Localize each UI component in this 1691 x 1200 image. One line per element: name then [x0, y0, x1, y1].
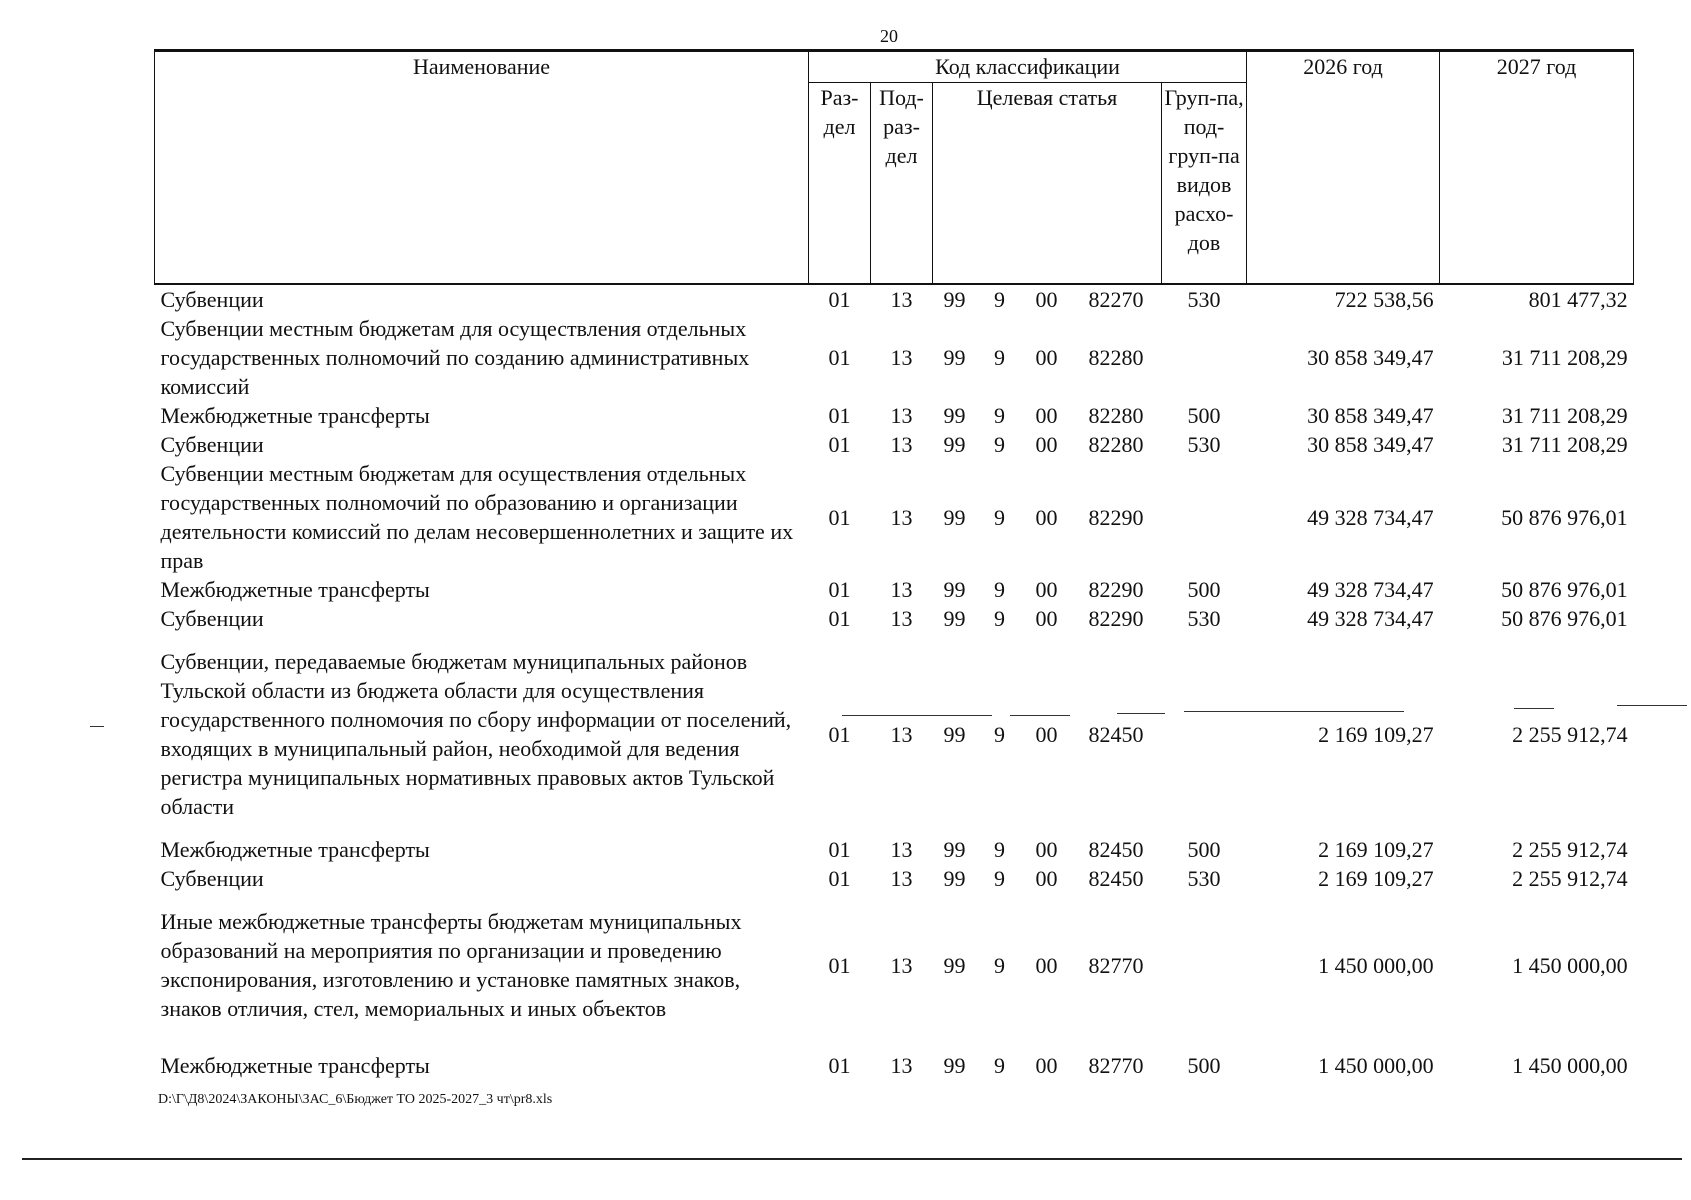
row-subsection: 13 — [890, 504, 913, 530]
row-target-article-program: 99 — [943, 1053, 966, 1078]
header-name: Наименование — [155, 51, 809, 285]
row-target-article-program: 99 — [943, 866, 966, 891]
table-row — [155, 633, 1634, 835]
table-row — [155, 604, 1634, 633]
row-amount-2027: 801 477,32 — [1528, 287, 1628, 312]
row-target-article-subprogram: 9 — [994, 837, 1005, 862]
row-target-article-block: 00 — [1035, 504, 1058, 530]
row-section: 01 — [828, 345, 851, 370]
row-amount-2026: 2 169 109,27 — [1318, 866, 1434, 891]
row-target-article-block: 00 — [1035, 952, 1058, 978]
row-amount-2027: 50 876 976,01 — [1501, 577, 1628, 602]
row-target-article-subprogram: 9 — [994, 866, 1005, 891]
row-target-article-block: 00 — [1035, 866, 1058, 891]
row-target-article-direction: 82290 — [1088, 504, 1144, 530]
header-year-2027: 2027 год — [1440, 51, 1634, 285]
row-expense-group: 500 — [1187, 1053, 1221, 1078]
row-section: 01 — [828, 403, 851, 428]
scan-mark — [1117, 713, 1165, 714]
row-target-article-block: 00 — [1035, 345, 1058, 370]
row-expense-group: 530 — [1187, 287, 1221, 312]
row-target-article-block: 00 — [1035, 403, 1058, 428]
row-amount-2027: 31 711 208,29 — [1501, 403, 1628, 428]
scan-mark — [1617, 705, 1687, 706]
row-name: Субвенции, передаваемые бюджетам муниципальных районов Тульской области из бюджета области для осуществления государственного полномочия по сбору информации от поселений, входящих в муниципальный район, необходимой для ведения регистра муниципальных нормативных правовых актов Тульской области — [160, 649, 792, 819]
row-target-article-program: 99 — [943, 504, 966, 530]
row-target-article-direction: 82290 — [1088, 606, 1144, 631]
table-row — [155, 1037, 1634, 1094]
budget-table — [154, 49, 1634, 1094]
row-target-article-program: 99 — [943, 721, 966, 747]
row-amount-2027: 2 255 912,74 — [1512, 866, 1628, 891]
header-target-article: Целевая статья — [933, 83, 1162, 285]
row-amount-2026: 722 538,56 — [1334, 287, 1434, 312]
row-subsection: 13 — [890, 606, 913, 631]
row-section: 01 — [828, 1053, 851, 1078]
row-name: Субвенции местным бюджетам для осуществления отдельных государственных полномочий по образованию и организации деятельности комиссий по делам несовершеннолетних и защите их прав — [160, 461, 794, 573]
row-target-article-block: 00 — [1035, 606, 1058, 631]
row-amount-2027: 31 711 208,29 — [1501, 432, 1628, 457]
row-subsection: 13 — [890, 432, 913, 457]
table-row — [155, 864, 1634, 893]
row-amount-2026: 49 328 734,47 — [1307, 504, 1434, 530]
table-row — [155, 401, 1634, 430]
row-section: 01 — [828, 837, 851, 862]
table-row — [155, 430, 1634, 459]
row-target-article-program: 99 — [943, 837, 966, 862]
row-section: 01 — [828, 577, 851, 602]
row-expense-group: 530 — [1187, 866, 1221, 891]
row-target-article-direction: 82770 — [1088, 1053, 1144, 1078]
row-amount-2026: 2 169 109,27 — [1318, 837, 1434, 862]
table-row — [155, 284, 1634, 314]
row-subsection: 13 — [890, 1053, 913, 1078]
row-section: 01 — [828, 287, 851, 312]
row-amount-2026: 30 858 349,47 — [1307, 432, 1434, 457]
row-amount-2027: 1 450 000,00 — [1512, 1053, 1628, 1078]
row-expense-group: 500 — [1187, 577, 1221, 602]
row-target-article-direction: 82450 — [1088, 866, 1144, 891]
row-section: 01 — [828, 866, 851, 891]
row-subsection: 13 — [890, 287, 913, 312]
scan-mark — [1514, 708, 1554, 709]
row-amount-2027: 2 255 912,74 — [1512, 837, 1628, 862]
row-amount-2026: 1 450 000,00 — [1318, 1053, 1434, 1078]
row-target-article-direction: 82280 — [1088, 345, 1144, 370]
row-target-article-direction: 82450 — [1088, 721, 1144, 747]
row-subsection: 13 — [890, 952, 913, 978]
row-target-article-subprogram: 9 — [994, 403, 1005, 428]
row-target-article-direction: 82450 — [1088, 837, 1144, 862]
row-target-article-subprogram: 9 — [994, 432, 1005, 457]
row-section: 01 — [828, 432, 851, 457]
row-expense-group — [1162, 459, 1247, 575]
row-expense-group: 530 — [1187, 432, 1221, 457]
row-name: Межбюджетные трансферты — [160, 577, 430, 602]
scan-mark — [842, 715, 992, 716]
scan-mark — [90, 726, 104, 727]
row-section: 01 — [828, 606, 851, 631]
row-target-article-direction: 82280 — [1088, 432, 1144, 457]
table-row — [155, 575, 1634, 604]
row-expense-group: 500 — [1187, 403, 1221, 428]
row-expense-group — [1162, 633, 1247, 835]
row-target-article-direction: 82290 — [1088, 577, 1144, 602]
row-expense-group — [1162, 314, 1247, 401]
row-name: Иные межбюджетные трансферты бюджетам муниципальных образований на мероприятия по организации и проведению экспонирования, изготовлению и установке памятных знаков, знаков отличия, стел, мемориальных и иных объектов — [160, 909, 742, 1021]
row-amount-2027: 31 711 208,29 — [1501, 345, 1628, 370]
row-name: Межбюджетные трансферты — [160, 837, 430, 862]
row-target-article-block: 00 — [1035, 837, 1058, 862]
row-target-article-subprogram: 9 — [994, 952, 1005, 978]
row-amount-2026: 30 858 349,47 — [1307, 345, 1434, 370]
row-amount-2026: 2 169 109,27 — [1318, 721, 1434, 747]
row-expense-group: 530 — [1187, 606, 1221, 631]
row-amount-2027: 50 876 976,01 — [1501, 504, 1628, 530]
row-target-article-subprogram: 9 — [994, 721, 1005, 747]
row-expense-group: 500 — [1187, 837, 1221, 862]
row-subsection: 13 — [890, 577, 913, 602]
row-target-article-subprogram: 9 — [994, 504, 1005, 530]
row-target-article-direction: 82270 — [1088, 287, 1144, 312]
row-target-article-program: 99 — [943, 287, 966, 312]
row-section: 01 — [828, 721, 851, 747]
header-subsection: Под-раз-дел — [871, 83, 933, 285]
row-subsection: 13 — [890, 403, 913, 428]
row-expense-group — [1162, 893, 1247, 1037]
row-section: 01 — [828, 952, 851, 978]
row-subsection: 13 — [890, 721, 913, 747]
bottom-rule — [22, 1158, 1682, 1160]
table-row — [155, 835, 1634, 864]
table-body — [155, 284, 1634, 1094]
row-target-article-block: 00 — [1035, 577, 1058, 602]
table-header — [155, 51, 1634, 285]
table-row — [155, 459, 1634, 575]
row-target-article-program: 99 — [943, 577, 966, 602]
header-expense-group: Груп-па, под-груп-па видов расхо-дов — [1162, 83, 1247, 285]
row-target-article-direction: 82770 — [1088, 952, 1144, 978]
row-target-article-block: 00 — [1035, 721, 1058, 747]
row-subsection: 13 — [890, 837, 913, 862]
row-amount-2026: 49 328 734,47 — [1307, 606, 1434, 631]
row-name: Субвенции — [160, 866, 264, 891]
header-section: Раз-дел — [809, 83, 871, 285]
row-name: Субвенции — [160, 287, 264, 312]
row-target-article-direction: 82280 — [1088, 403, 1144, 428]
row-name: Межбюджетные трансферты — [160, 403, 430, 428]
row-name: Субвенции местным бюджетам для осуществления отдельных государственных полномочий по созданию административных комиссий — [160, 316, 750, 399]
row-amount-2026: 1 450 000,00 — [1318, 952, 1434, 978]
row-amount-2026: 49 328 734,47 — [1307, 577, 1434, 602]
row-target-article-subprogram: 9 — [994, 345, 1005, 370]
row-target-article-subprogram: 9 — [994, 577, 1005, 602]
row-subsection: 13 — [890, 866, 913, 891]
footer-file-path: D:\Г\Д8\2024\ЗАКОНЫ\ЗАС_6\Бюджет ТО 2025-2027_3 чт\pr8.xls — [158, 1092, 553, 1107]
scan-mark — [770, 717, 782, 718]
row-subsection: 13 — [890, 345, 913, 370]
row-name: Субвенции — [160, 432, 264, 457]
row-target-article-subprogram: 9 — [994, 287, 1005, 312]
row-amount-2027: 50 876 976,01 — [1501, 606, 1628, 631]
row-target-article-program: 99 — [943, 606, 966, 631]
table-row — [155, 314, 1634, 401]
row-target-article-program: 99 — [943, 432, 966, 457]
row-amount-2026: 30 858 349,47 — [1307, 403, 1434, 428]
header-classification-code: Код классификации — [809, 51, 1247, 83]
scan-mark — [1184, 711, 1404, 712]
row-section: 01 — [828, 504, 851, 530]
row-target-article-program: 99 — [943, 403, 966, 428]
row-name: Субвенции — [160, 606, 264, 631]
page-number: 20 — [880, 26, 898, 46]
row-target-article-block: 00 — [1035, 287, 1058, 312]
row-target-article-block: 00 — [1035, 432, 1058, 457]
row-target-article-program: 99 — [943, 952, 966, 978]
row-target-article-subprogram: 9 — [994, 606, 1005, 631]
row-name: Межбюджетные трансферты — [160, 1053, 430, 1078]
scan-mark — [1010, 715, 1070, 716]
row-target-article-block: 00 — [1035, 1053, 1058, 1078]
row-amount-2027: 2 255 912,74 — [1512, 721, 1628, 747]
row-target-article-subprogram: 9 — [994, 1053, 1005, 1078]
row-amount-2027: 1 450 000,00 — [1512, 952, 1628, 978]
header-year-2026: 2026 год — [1247, 51, 1440, 285]
row-target-article-program: 99 — [943, 345, 966, 370]
table-row — [155, 893, 1634, 1037]
